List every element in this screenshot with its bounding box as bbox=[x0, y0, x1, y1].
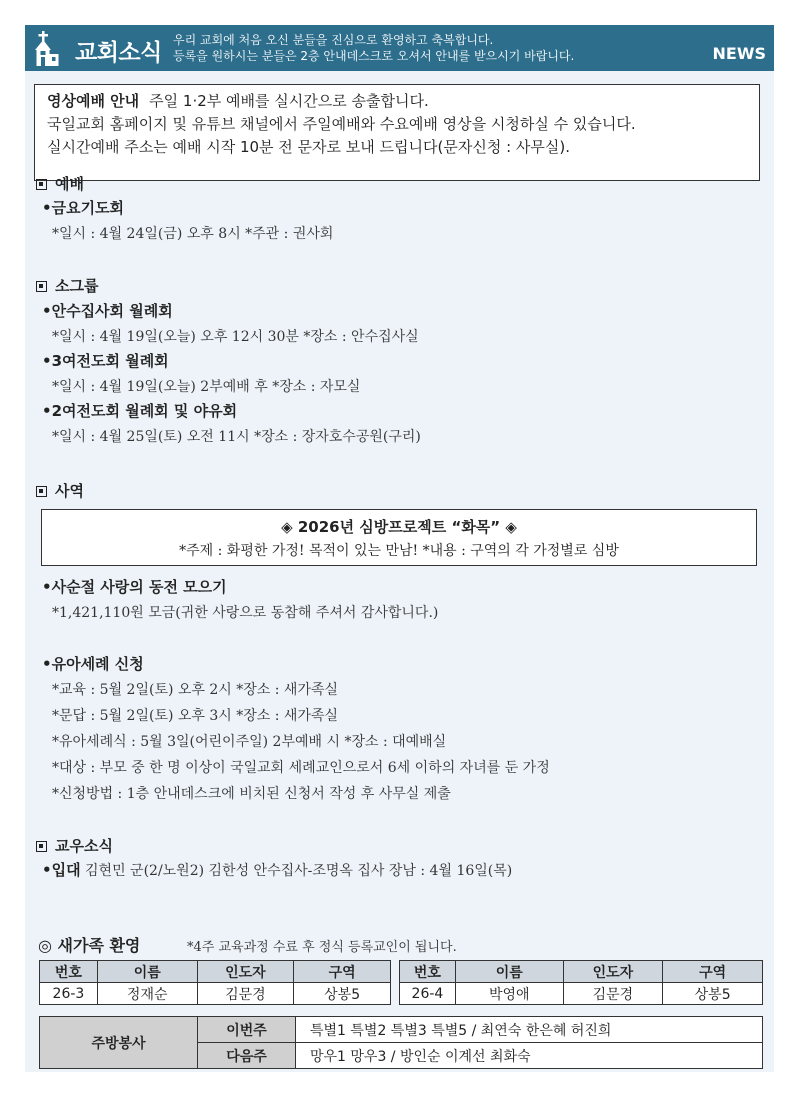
news-header bbox=[25, 25, 774, 71]
cell-guide: 김문경 bbox=[563, 983, 663, 1005]
notice-line3: 실시간예배 주소는 예배 시작 10분 전 문자로 보내 드립니다(문자신청 : 사무실). bbox=[47, 138, 570, 156]
new-family-table-right bbox=[399, 960, 763, 1005]
cell-name: 박영애 bbox=[455, 983, 563, 1005]
section-worship-heading: 예배 bbox=[36, 173, 84, 194]
new-family-table-left bbox=[39, 960, 391, 1005]
col-district: 구역 bbox=[294, 961, 391, 983]
header-description bbox=[173, 32, 574, 64]
this-week-label: 이번주 bbox=[198, 1017, 296, 1043]
infant-baptism-line: *대상 : 부모 중 한 명 이상이 국일교회 세례교인으로서 6세 이하의 자녀를 둔 가정 bbox=[52, 760, 550, 776]
womens-group3-title: •3여전도회 월례회 bbox=[42, 352, 169, 370]
womens-group2-detail: *일시 : 4월 25일(토) 오전 11시 *장소 : 장자호수공원(구리) bbox=[52, 429, 421, 445]
cell-number: 26-3 bbox=[40, 983, 98, 1005]
cell-district: 상봉5 bbox=[663, 983, 763, 1005]
header-desc-line1: 우리 교회에 처음 오신 분들을 진심으로 환영하고 축복합니다. bbox=[173, 33, 494, 47]
col-number: 번호 bbox=[40, 961, 98, 983]
friday-prayer-title: •금요기도회 bbox=[42, 199, 125, 217]
bulletin-page bbox=[25, 25, 774, 1072]
new-family-note: *4주 교육과정 수료 후 정식 등록교인이 됩니다. bbox=[187, 940, 457, 955]
infant-baptism-line: *신청방법 : 1층 안내데스크에 비치된 신청서 작성 후 사무실 제출 bbox=[52, 786, 451, 802]
news-tag: NEWS bbox=[712, 44, 766, 63]
cell-district: 상봉5 bbox=[294, 983, 391, 1005]
col-guide: 인도자 bbox=[563, 961, 663, 983]
section-members-heading: 교우소식 bbox=[36, 835, 113, 856]
womens-group3-detail: *일시 : 4월 19일(오늘) 2부예배 후 *장소 : 자모실 bbox=[52, 379, 361, 395]
infant-baptism-line: *문답 : 5월 2일(토) 오후 3시 *장소 : 새가족실 bbox=[52, 708, 339, 724]
col-number: 번호 bbox=[400, 961, 456, 983]
col-name: 이름 bbox=[455, 961, 563, 983]
deacons-meeting-title: •안수집사회 월례회 bbox=[42, 302, 173, 320]
lent-coin-title: •사순절 사랑의 동전 모으기 bbox=[42, 578, 227, 596]
col-guide: 인도자 bbox=[197, 961, 294, 983]
square-bullet-icon bbox=[36, 486, 47, 497]
next-week-value: 망우1 망우3 / 방인순 이계선 최화숙 bbox=[296, 1043, 763, 1069]
notice-label: 영상예배 안내 bbox=[47, 92, 140, 110]
enlistment-item: •입대 김현민 군(2/노원2) 김한성 안수집사-조명옥 집사 장남 : 4월 16일(목) bbox=[42, 861, 513, 879]
cell-guide: 김문경 bbox=[197, 983, 294, 1005]
square-bullet-icon bbox=[36, 179, 47, 190]
section-smallgroup-heading: 소그룹 bbox=[36, 275, 98, 296]
visitation-project-box bbox=[41, 509, 757, 566]
notice-line2: 국일교회 홈페이지 및 유튜브 채널에서 주일예배와 수요예배 영상을 시청하실 수 있습니다. bbox=[47, 115, 636, 133]
kitchen-service-table bbox=[39, 1016, 763, 1069]
womens-group2-title: •2여전도회 월례회 및 야유회 bbox=[42, 402, 238, 420]
cell-number: 26-4 bbox=[400, 983, 456, 1005]
kitchen-service-label: 주방봉사 bbox=[40, 1017, 198, 1069]
square-bullet-icon bbox=[36, 841, 47, 852]
section-ministry-heading: 사역 bbox=[36, 480, 84, 501]
lent-coin-detail: *1,421,110원 모금(귀한 사랑으로 동참해 주셔서 감사합니다.) bbox=[52, 605, 439, 621]
col-district: 구역 bbox=[663, 961, 763, 983]
next-week-label: 다음주 bbox=[198, 1043, 296, 1069]
col-name: 이름 bbox=[97, 961, 197, 983]
new-family-title: ◎ 새가족 환영 bbox=[38, 936, 141, 955]
visitation-project-detail: *주제 : 화평한 가정! 목적이 있는 만남! *내용 : 구역의 각 가정별로 심방 bbox=[179, 543, 619, 559]
deacons-meeting-detail: *일시 : 4월 19일(오늘) 오후 12시 30분 *장소 : 안수집사실 bbox=[52, 329, 419, 345]
video-worship-notice bbox=[34, 84, 760, 181]
friday-prayer-detail: *일시 : 4월 24일(금) 오후 8시 *주관 : 권사회 bbox=[52, 226, 334, 242]
square-bullet-icon bbox=[36, 281, 47, 292]
visitation-project-title: ◈ 2026년 심방프로젝트 “화목” ◈ bbox=[281, 518, 517, 536]
infant-baptism-line: *교육 : 5월 2일(토) 오후 2시 *장소 : 새가족실 bbox=[52, 682, 339, 698]
infant-baptism-line: *유아세례식 : 5월 3일(어린이주일) 2부예배 시 *장소 : 대예배실 bbox=[52, 734, 447, 750]
infant-baptism-title: •유아세례 신청 bbox=[42, 655, 144, 673]
cell-name: 정재순 bbox=[97, 983, 197, 1005]
this-week-value: 특별1 특별2 특별3 특별5 / 최연숙 한은혜 허진희 bbox=[296, 1017, 763, 1043]
church-icon bbox=[31, 28, 71, 68]
header-desc-line2: 등록을 원하시는 분들은 2층 안내데스크로 오셔서 안내를 받으시기 바랍니다. bbox=[173, 49, 575, 63]
header-title: 교회소식 bbox=[75, 40, 162, 66]
notice-line1: 영상예배 안내 주일 1·2부 예배를 실시간으로 송출합니다. bbox=[47, 92, 429, 110]
